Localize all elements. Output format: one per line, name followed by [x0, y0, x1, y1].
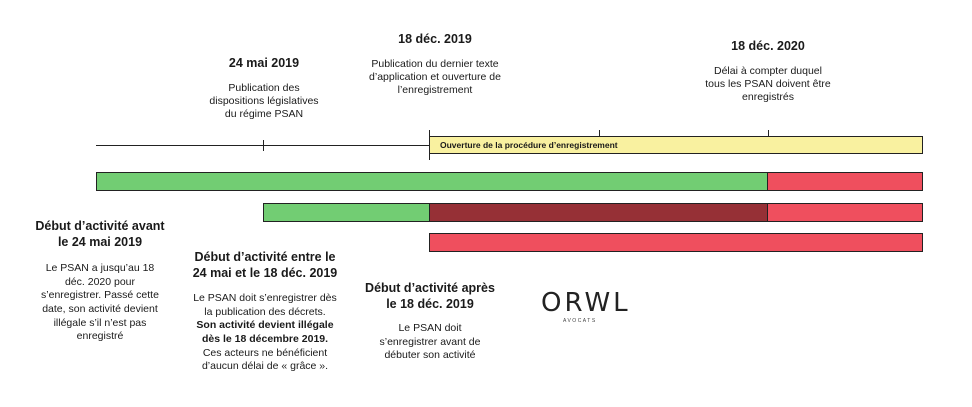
registration-window-label: Ouverture de la procédure d’enregistrement: [440, 140, 618, 150]
registration-window-bar: [429, 136, 923, 154]
timeline-tick-24-mai-2019: [263, 140, 264, 151]
scenario-2-bar-legal: [263, 203, 430, 222]
scenario-1-description: Le PSAN a jusqu’au 18 déc. 2020 pour s’enregistrer. Passé cette date, son activité devient illégale s’il n’est pas enregistré: [41, 262, 159, 343]
scenario-3-title: Début d’activité après le 18 déc. 2019: [365, 281, 495, 312]
scenario-1-bar-legal: [96, 172, 768, 191]
scenario-3-bar-illegal: [429, 233, 923, 252]
scenario-2-title: Début d’activité entre le 24 mai et le 18 déc. 2019: [192, 250, 338, 281]
date-desc-24-mai-2019: Publication des dispositions législatives du régime PSAN: [209, 82, 319, 121]
date-label-24-mai-2019: 24 mai 2019: [228, 56, 300, 70]
scenario-1-title: Début d’activité avant le 24 mai 2019: [35, 219, 165, 250]
date-label-18-dec-2020: 18 déc. 2020: [731, 39, 805, 53]
scenario-2-description: Le PSAN doit s’enregistrer dès la publication des décrets. Son activité devient illégale dès le 18 décembre 2019. Ces acteurs ne bénéficient d’aucun délai de « grâce ».: [193, 292, 337, 373]
date-desc-18-dec-2019: Publication du dernier texte d’application et ouverture de l’enregistrement: [369, 58, 501, 97]
orwl-logo: ORWL: [541, 288, 631, 318]
scenario-2-bar-illegal: [767, 203, 923, 222]
date-label-18-dec-2019: 18 déc. 2019: [398, 32, 472, 46]
date-desc-18-dec-2020: Délai à compter duquel tous les PSAN doivent être enregistrés: [705, 65, 831, 104]
scenario-1-bar-illegal: [767, 172, 923, 191]
scenario-3-description: Le PSAN doit s’enregistrer avant de débuter son activité: [379, 322, 481, 362]
scenario-2-bar-illegal-no-grace: [429, 203, 768, 222]
orwl-logo-subtitle: AVOCATS: [563, 318, 597, 324]
